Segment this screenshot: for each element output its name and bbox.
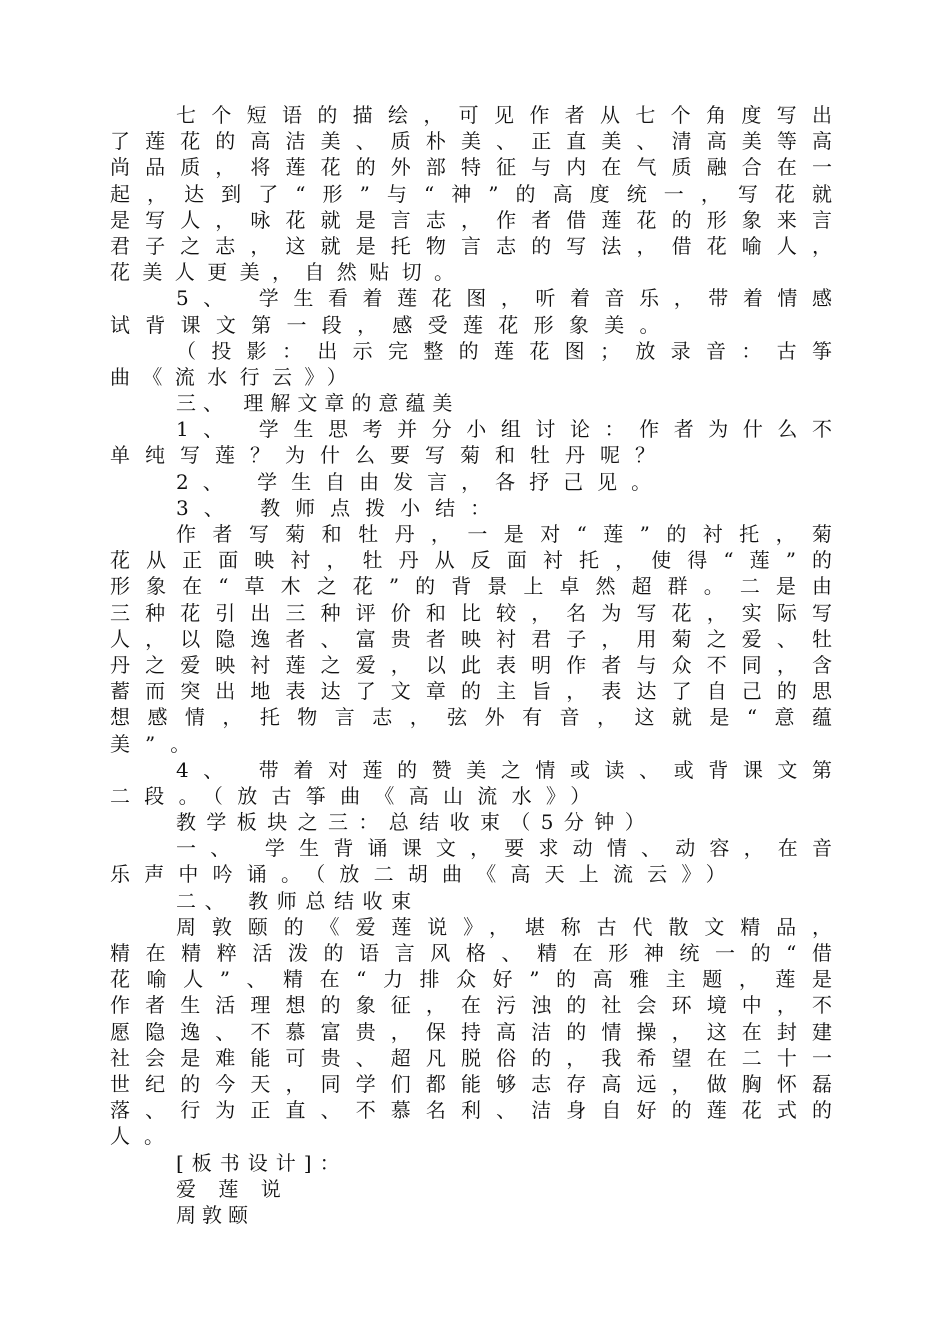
text-line: 周敦颐的《爱莲说》，堪称古代散文精品，	[176, 914, 832, 939]
text-line: 美”。	[110, 731, 206, 756]
section-heading: 教学板块之三：总结收束（5分钟）	[176, 810, 656, 835]
text-line: 5、 学生看着莲花图，听着音乐，带着情感	[176, 286, 832, 311]
text-line: 乐声中吟诵。（放二胡曲《高天上流云》）	[110, 862, 740, 887]
text-line: 二段。（放古筝曲《高山流水》）	[110, 783, 605, 808]
text-line: 人。	[110, 1124, 178, 1149]
text-line: 形象在“草木之花”的背景上卓然超群。二是由	[110, 574, 832, 599]
text-line: 1、 学生思考并分小组讨论：作者为什么不	[176, 417, 832, 442]
text-line: 君子之志，这就是托物言志的写法，借花喻人，	[110, 233, 832, 258]
text-line: （投影：出示完整的莲花图；放录音：古筝	[176, 338, 832, 363]
text-line: 三种花引出三种评价和比较，名为写花，实际写	[110, 600, 832, 625]
text-line: 试背课文第一段，感受莲花形象美。	[110, 312, 675, 337]
text-line: 人，以隐逸者、富贵者映衬君子，用菊之爱、牡	[110, 626, 832, 651]
text-line: 想感情，托物言志，弦外有音，这就是“意蕴	[110, 705, 832, 730]
text-line: 单纯写莲？为什么要写菊和牡丹呢？	[110, 443, 670, 468]
text-line: 愿隐逸、不慕富贵，保持高洁的情操，这在封建	[110, 1019, 832, 1044]
blackboard-title: 爱 莲 说	[176, 1176, 289, 1201]
section-heading: 三、 理解文章的意蕴美	[176, 391, 460, 416]
text-line: 作者写菊和牡丹，一是对“莲”的衬托，菊	[176, 522, 832, 546]
text-line: 精在精粹活泼的语言风格、精在形神统一的“借	[110, 941, 832, 965]
text-line: 落、行为正直、不慕名利、洁身自好的莲花式的	[110, 1098, 832, 1123]
text-line: 3、 教师点拨小结：	[176, 495, 506, 520]
text-line: 4、 带着对莲的赞美之情或读、或背课文第	[176, 757, 832, 782]
text-line: 世纪的今天，同学们都能够志存高远，做胸怀磊	[110, 1071, 832, 1096]
blackboard-design-label: [板书设计]：	[176, 1150, 348, 1175]
text-line: 起，达到了“形”与“神”的高度统一，写花就	[110, 181, 832, 206]
text-line: 七个短语的描绘，可见作者从七个角度写出	[176, 103, 832, 127]
text-line: 一、 学生背诵课文，要求动情、动容，在音	[176, 836, 832, 861]
text-line: 花喻人”、精在“力排众好”的高雅主题，莲是	[110, 967, 832, 992]
text-line: 作者生活理想的象征，在污浊的社会环境中，不	[110, 993, 832, 1018]
text-line: 蓄而突出地表达了文章的主旨，表达了自己的思	[110, 679, 832, 704]
document-body	[110, 102, 832, 1228]
blackboard-author: 周敦颐	[176, 1202, 254, 1227]
text-line: 花从正面映衬，牡丹从反面衬托，使得“莲”的	[110, 548, 832, 573]
text-line: 尚品质，将莲花的外部特征与内在气质融合在一	[110, 155, 832, 180]
text-line: 了莲花的高洁美、质朴美、正直美、清高美等高	[110, 129, 832, 154]
text-line: 社会是难能可贵、超凡脱俗的，我希望在二十一	[110, 1045, 832, 1070]
text-line: 丹之爱映衬莲之爱，以此表明作者与众不同，含	[110, 652, 832, 677]
section-heading: 二、 教师总结收束	[176, 888, 420, 913]
text-line: 是写人，咏花就是言志，作者借莲花的形象来言	[110, 207, 832, 232]
text-line: 2、 学生自由发言，各抒己见。	[176, 469, 666, 494]
text-line: 花美人更美，自然贴切。	[110, 260, 467, 285]
text-line: 曲《流水行云》）	[110, 364, 360, 389]
